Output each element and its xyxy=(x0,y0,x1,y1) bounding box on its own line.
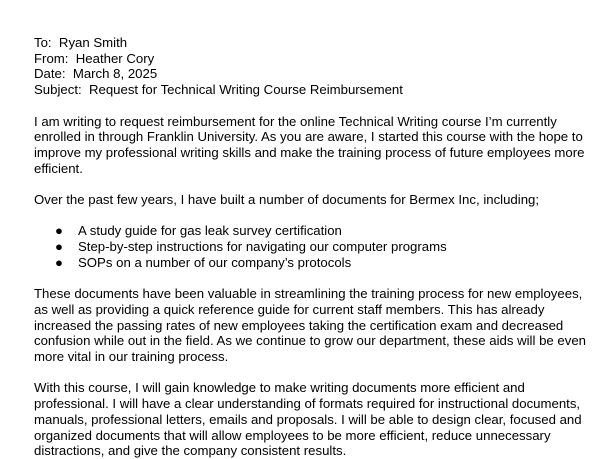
body-paragraph-1: I am writing to request reimbursement for the online Technical Writing course I’m currently enrolled in through Franklin University. As you are aware, I started this course with the hope to improve my professional writing skills and make the training process of future employees more efficient. xyxy=(34,113,585,176)
document-list xyxy=(34,223,588,270)
bullet-icon: ● xyxy=(55,254,63,270)
list-item-text: Step-by-step instructions for navigating our computer programs xyxy=(78,239,447,255)
memo-header xyxy=(34,35,588,98)
list-item xyxy=(34,255,588,271)
body-paragraph-3: These documents have been valuable in streamlining the training process for new employees, as well as providing a quick reference guide for current staff members. This has already increased the passing rates of new employees taking the certification exam and decreased confusion while out in the field. As we continue to grow our department, these aids will be even more vital in our training process. xyxy=(34,286,587,364)
list-item-text: A study guide for gas leak survey certification xyxy=(78,223,342,239)
bullet-icon: ● xyxy=(55,239,63,255)
body-paragraph-4: With this course, I will gain knowledge to make writing documents more efficient and professional. I will have a clear understanding of formats required for instructional documents, manuals, professional letters, emails and proposals. I will be able to design clear, focused and organized documents that will allow employees to be more efficient, reduce unnecessary distractions, and give the company consistent results. xyxy=(34,380,582,459)
list-item-text: SOPs on a number of our company’s protocols xyxy=(78,254,352,270)
bullet-icon: ● xyxy=(55,223,63,239)
list-item xyxy=(34,239,588,255)
memo-from: From: Heather Cory xyxy=(34,50,155,66)
list-item xyxy=(34,223,588,239)
memo-subject: Subject: Request for Technical Writing Course Reimbursement xyxy=(34,82,403,98)
memo-to: To: Ryan Smith xyxy=(34,35,128,50)
memo-date: Date: March 8, 2025 xyxy=(34,66,158,82)
body-paragraph-2: Over the past few years, I have built a number of documents for Bermex Inc, including; xyxy=(34,192,540,207)
